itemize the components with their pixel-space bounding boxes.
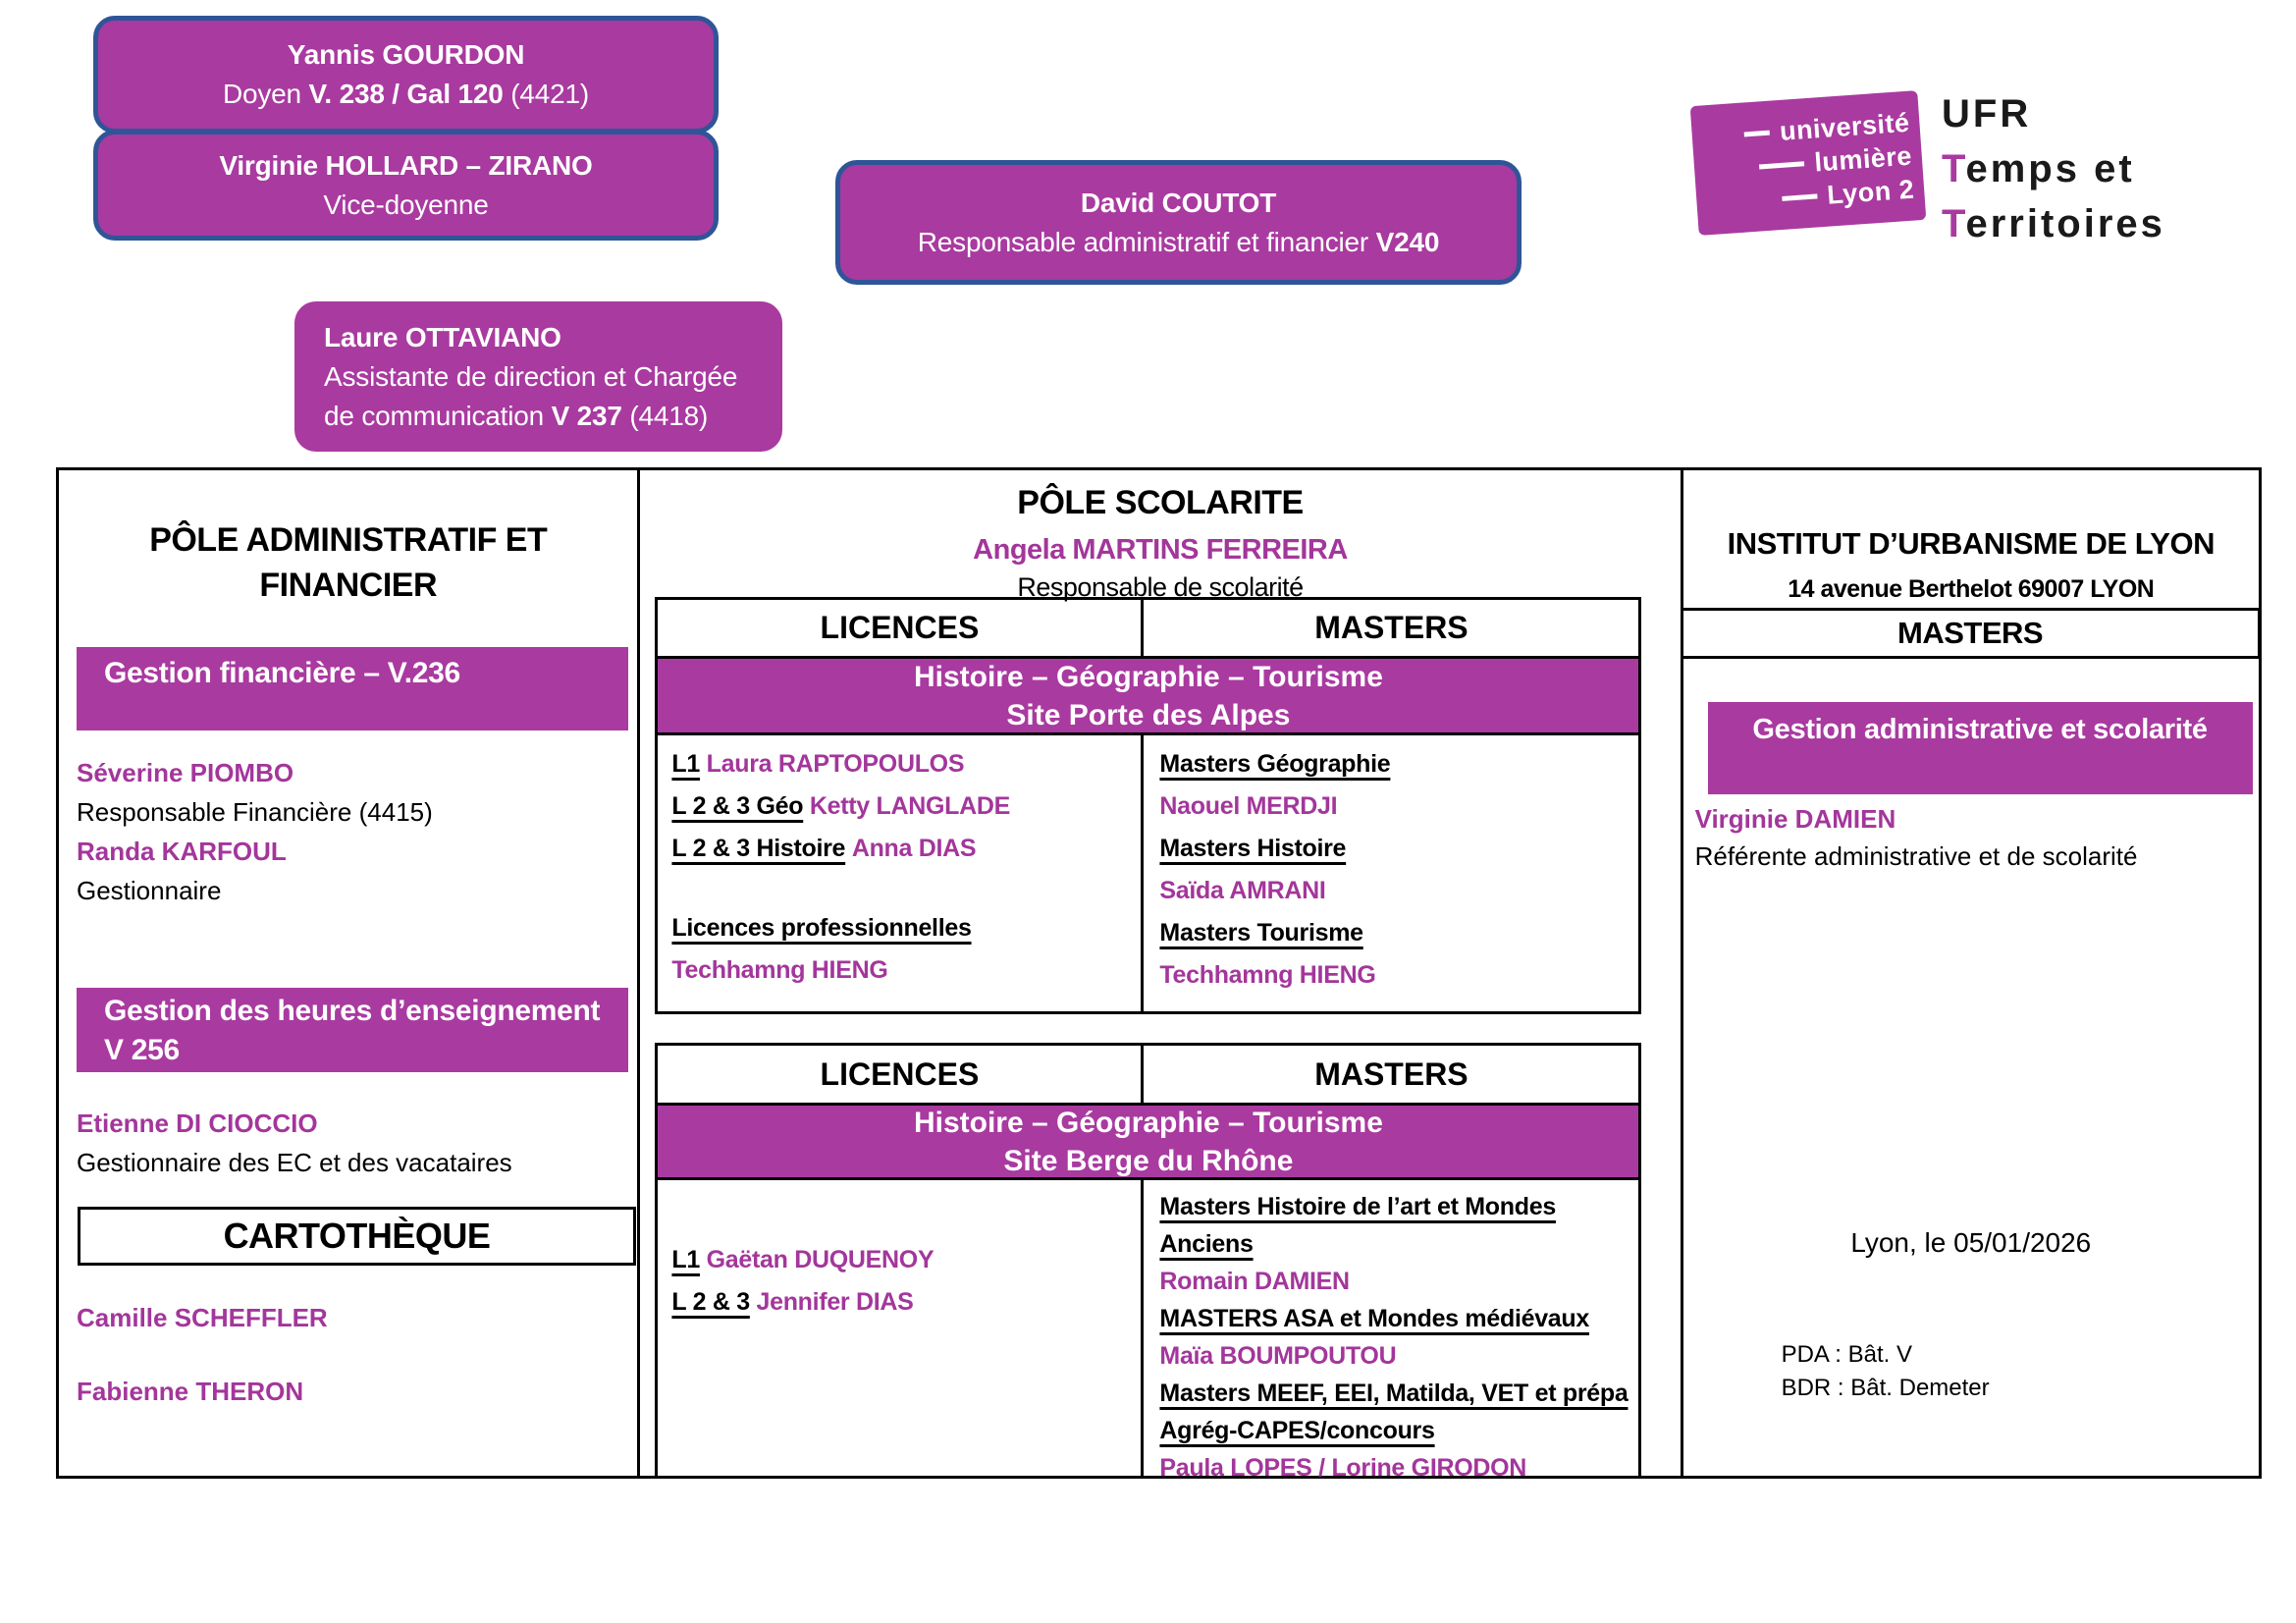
urbanisme-address: 14 avenue Berthelot 69007 LYON — [1788, 575, 2155, 603]
list-item: Techhamng HIENG — [1159, 961, 1376, 989]
list-item: L 2 & 3 Jennifer DIAS — [671, 1288, 914, 1316]
assistante-box — [294, 301, 782, 452]
logo-dash-icon — [1759, 161, 1804, 169]
masters-header: MASTERS — [1314, 1055, 1468, 1092]
list-item: L1 Gaëtan DUQUENOY — [671, 1246, 934, 1273]
list-item: L1 Laura RAPTOPOULOS — [671, 750, 965, 778]
logo-dash-icon — [1744, 130, 1770, 136]
scolarite-manager-name: Angela MARTINS FERREIRA — [973, 534, 1348, 566]
person-role: Gestionnaire des EC et des vacataires — [77, 1148, 512, 1177]
list-item: MASTERS ASA et Mondes médiévaux — [1159, 1305, 1589, 1332]
ufr-line1: UFR — [1942, 92, 2032, 135]
table-berge-du-rhone — [655, 1043, 1641, 1482]
list-item: Romain DAMIEN — [1159, 1268, 1350, 1295]
pole-admin-title-line2: FINANCIER — [259, 567, 438, 604]
list-item: Masters MEEF, EEI, Matilda, VET et prépa Agrég-CAPES/concours — [1159, 1380, 1629, 1444]
list-item: Masters Histoire de l’art et Mondes Anciens — [1159, 1193, 1556, 1258]
gestion-heures-banner: Gestion des heures d’enseignement V 256 — [77, 988, 628, 1072]
person-name: Séverine PIOMBO — [77, 758, 294, 787]
gestion-administrative-banner: Gestion administrative et scolarité — [1708, 702, 2253, 794]
pole-scolarite-column — [637, 470, 1680, 1482]
raf-role: Responsable administratif et financier V240 — [917, 226, 1440, 257]
scolarite-manager-role: Responsable de scolarité — [1017, 572, 1304, 602]
masters-header: MASTERS — [1314, 610, 1468, 645]
institut-urbanisme-column — [1681, 470, 2259, 1476]
ufr-line3: Territoires — [1942, 202, 2165, 245]
raf-name: David COUTOT — [1080, 187, 1277, 218]
list-item: Saïda AMRANI — [1159, 877, 1326, 904]
urbanisme-masters-box: MASTERS — [1683, 608, 2261, 659]
vice-doyenne-role: Vice-doyenne — [323, 189, 489, 220]
pole-scolarite-title: PÔLE SCOLARITE — [1017, 484, 1304, 521]
assistante-role: Assistante de direction et Chargée de communication V 237 (4418) — [324, 360, 738, 431]
doyen-name: Yannis GOURDON — [287, 39, 525, 70]
universite-lyon2-logo — [1690, 90, 1927, 236]
table-porte-des-alpes — [655, 597, 1641, 1014]
list-item: L 2 & 3 Géo Ketty LANGLADE — [671, 792, 1011, 820]
person-role: Référente administrative et de scolarité — [1694, 841, 2138, 871]
site-banner: Histoire – Géographie – Tourisme Site Berge du Rhône — [658, 1103, 1638, 1180]
assistante-name: Laure OTTAVIANO — [324, 321, 561, 352]
person-role: Gestionnaire — [77, 876, 222, 905]
list-item: L 2 & 3 Histoire Anna DIAS — [671, 835, 977, 862]
person-name: Fabienne THERON — [77, 1377, 304, 1406]
spacer — [671, 870, 1131, 907]
list-item: Masters Tourisme — [1159, 919, 1363, 947]
table-body — [658, 1180, 1638, 1482]
vice-doyenne-name: Virginie HOLLARD – ZIRANO — [219, 149, 593, 181]
pda-location: PDA : Bât. V — [1781, 1341, 1912, 1368]
pole-admin-title-line1: PÔLE ADMINISTRATIF ET — [149, 521, 548, 559]
table-header-row — [658, 600, 1638, 656]
table-header-row — [658, 1046, 1638, 1103]
list-item: Masters Histoire — [1159, 835, 1347, 862]
licences-cell — [658, 1180, 1144, 1476]
licences-header: LICENCES — [658, 600, 1144, 656]
table-body — [658, 735, 1638, 1011]
licences-header: LICENCES — [658, 1046, 1144, 1103]
masters-cell — [1144, 1180, 1638, 1482]
doyen-role: Doyen V. 238 / Gal 120 (4421) — [222, 79, 589, 109]
main-frame — [56, 467, 2262, 1482]
logo-line-lumiere: lumière — [1699, 140, 1913, 187]
logo-line-universite: université — [1697, 107, 1911, 153]
logo-line-lyon2: Lyon 2 — [1702, 174, 1916, 220]
person-name: Randa KARFOUL — [77, 837, 287, 866]
bdr-location: BDR : Bât. Demeter — [1781, 1375, 1990, 1401]
date-line: Lyon, le 05/01/2026 — [1850, 1227, 2092, 1258]
masters-cell — [1144, 735, 1638, 1011]
person-name: Virginie DAMIEN — [1694, 804, 1896, 834]
gestion-financiere-banner: Gestion financière – V.236 — [77, 647, 628, 730]
licences-cell — [658, 735, 1144, 1011]
list-item: Techhamng HIENG — [671, 956, 888, 984]
person-name: Camille SCHEFFLER — [77, 1303, 328, 1332]
list-item: Licences professionnelles — [671, 914, 972, 942]
person-role: Responsable Financière (4415) — [77, 797, 433, 827]
vice-doyenne-box — [93, 130, 719, 241]
list-item: Paula LOPES / Lorine GIRODON — [1159, 1454, 1527, 1482]
logo-dash-icon — [1782, 193, 1817, 200]
raf-box — [835, 160, 1522, 285]
pole-administratif-column — [59, 470, 637, 1476]
ufr-line2: Temps et — [1942, 147, 2135, 190]
site-banner: Histoire – Géographie – Tourisme Site Porte des Alpes — [658, 656, 1638, 735]
list-item: Naouel MERDJI — [1159, 792, 1338, 820]
list-item: Maïa BOUMPOUTOU — [1159, 1342, 1397, 1370]
urbanisme-title: INSTITUT D’URBANISME DE LYON — [1727, 526, 2215, 561]
doyen-box — [93, 16, 719, 134]
person-name: Etienne DI CIOCCIO — [77, 1109, 318, 1138]
cartotheque-box: CARTOTHÈQUE — [78, 1207, 636, 1266]
list-item: Masters Géographie — [1159, 750, 1391, 778]
ufr-temps-territoires-logo — [1942, 86, 2165, 251]
